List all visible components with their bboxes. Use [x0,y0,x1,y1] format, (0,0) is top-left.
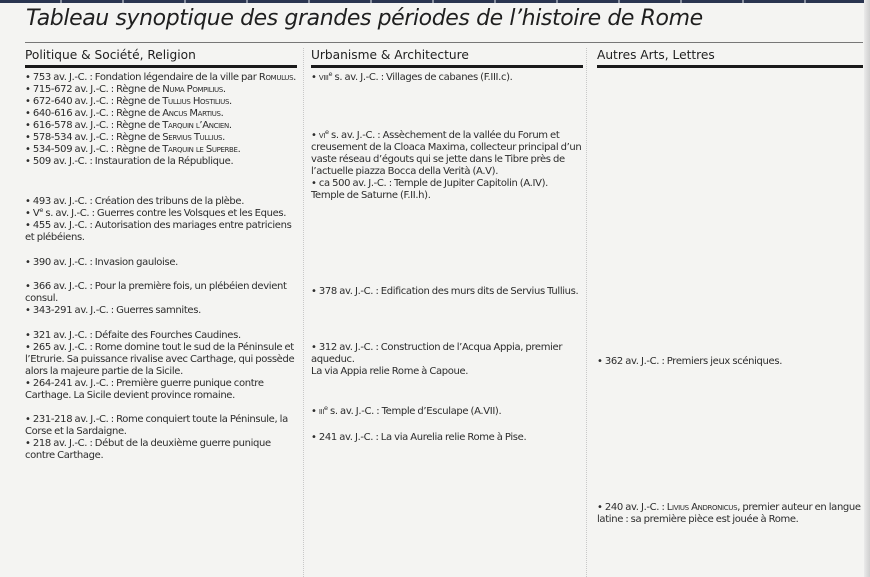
timeline-entry [597,356,863,368]
entry-text: • 753 av. J.-C. : Fondation légendaire de la ville par [25,72,259,83]
entry-text: • 578-534 av. J.-C. : Règne de [25,132,163,143]
timeline-entry [25,84,297,96]
entry-text: • 321 av. J.-C. : Défaite des Fourches Caudines. [25,330,241,341]
entry-text: . [229,96,232,107]
timeline-entry [25,257,297,269]
timeline-entry [25,72,297,84]
timeline-entry [25,108,297,120]
timeline-entry [25,208,297,220]
ordinal-superscript: e [328,70,333,78]
column-heading: Urbanisme & Architecture [311,48,583,68]
column-divider [303,48,304,577]
timeline-entry [25,438,297,462]
proper-name: Tarquin l’Ancien [162,120,229,131]
column-divider [586,48,587,577]
entry-text: . [222,84,226,95]
timeline-entry [311,366,583,378]
entry-text: • 493 av. J.-C. : Création des tribuns de la plèbe. [25,196,245,207]
entry-text: • 312 av. J.-C. : Construction de l’Acqua Appia, premier aqueduc. [311,342,563,365]
column-urbanisme [311,48,583,444]
entry-text: . [293,72,297,83]
entry-text: • 715-672 av. J.-C. : Règne de [25,84,163,95]
timeline-entry [597,502,863,526]
ordinal-superscript: e [324,404,328,412]
timeline-entry [25,281,297,305]
entry-text: • 240 av. J.-C. : [597,502,667,513]
entry-text: . [220,108,224,119]
timeline-entry [25,132,297,144]
entry-text: • [311,406,319,417]
column-politique [25,48,297,462]
entry-text: s. av. J.-C. : Assèchement de la vallée du Forum et creusement de la Cloaca Maxima, collecteur principal d’un vaste réseau d’égouts qui se jette dans le Tibre près de l’actuelle piazza Bocca della Verità (A.V). [311,130,582,177]
entry-text: • 231-218 av. J.-C. : Rome conquiert toute la Péninsule, la Corse et la Sardaigne. [25,414,288,437]
page-title: Tableau synoptique des grandes périodes de l’histoire de Rome [26,6,703,31]
timeline-entry [311,432,583,444]
timeline-entry [25,220,297,244]
timeline-entry [311,406,583,418]
proper-name: Tullius Hostilius [162,96,230,107]
entry-text: • 362 av. J.-C. : Premiers jeux scéniques. [597,356,783,367]
entry-text: • 455 av. J.-C. : Autorisation des mariages entre patriciens et plébéiens. [25,220,292,243]
entry-text: • 509 av. J.-C. : Instauration de la République. [25,156,234,167]
proper-name: Livius Andronicus [666,502,738,513]
entry-text: • 616-578 av. J.-C. : Règne de [25,120,163,131]
column-arts-lettres [597,48,863,526]
timeline-entry [25,330,297,342]
timeline-entry [311,178,583,202]
timeline-entry [25,196,297,208]
timeline-entry [25,120,297,132]
entry-text: La via Appia relie Rome à Capoue. [311,366,469,377]
entry-text: • V [25,208,40,219]
entry-text: . [237,144,241,155]
timeline-entry [311,130,583,178]
proper-name: iii [318,406,325,417]
timeline-entry [311,342,583,366]
column-heading: Politique & Société, Religion [25,48,297,68]
proper-name: Tarquin le Superbe [162,144,238,155]
entry-text: • 672-640 av. J.-C. : Règne de [25,96,163,107]
entry-text: • 343-291 av. J.-C. : Guerres samnites. [25,305,201,316]
ordinal-superscript: e [325,128,329,136]
proper-name: Numa Pompilius [162,84,223,95]
entry-text: • ca 500 av. J.-C. : Temple de Jupiter Capitolin (A.IV). Temple de Saturne (F.II.h). [311,178,548,201]
timeline-entry [25,96,297,108]
ordinal-superscript: e [39,206,44,214]
column-heading: Autres Arts, Lettres [597,48,863,68]
timeline-entry [25,378,297,402]
proper-name: viii [318,72,329,83]
timeline-entry [25,414,297,438]
entry-text: • 390 av. J.-C. : Invasion gauloise. [25,257,178,268]
entry-text: . [222,132,225,143]
entry-text: . [228,120,232,131]
entry-text: • [311,130,319,141]
timeline-entry [25,305,297,317]
top-border-strip [0,0,870,3]
entry-text: s. av. J.-C. : Guerres contre les Volsques et les Eques. [43,208,287,219]
entry-text: • 241 av. J.-C. : La via Aurelia relie Rome à Pise. [311,432,527,443]
entry-text: s. av. J.-C. : Temple d’Esculape (A.VII). [327,406,502,417]
proper-name: Ancus Martius [162,108,221,119]
timeline-entry [25,156,297,168]
entry-text: , premier auteur en langue latine : sa première pièce est jouée à Rome. [597,502,861,525]
entry-text: • 640-616 av. J.-C. : Règne de [25,108,163,119]
entry-text: • 265 av. J.-C. : Rome domine tout le sud de la Péninsule et l’Etrurie. Sa puissance rivalise avec Carthage, qui possède alors la majeure partie de la Sicile. [25,342,295,377]
entry-text: • [311,72,319,83]
timeline-entry [25,144,297,156]
entry-text: • 218 av. J.-C. : Début de la deuxième guerre punique contre Carthage. [25,438,271,461]
entry-text: • 264-241 av. J.-C. : Première guerre punique contre Carthage. La Sicile devient province romaine. [25,378,264,401]
entry-text: s. av. J.-C. : Villages de cabanes (F.III.c). [332,72,513,83]
page-edge-shadow [864,0,870,577]
proper-name: Romulus [258,72,294,83]
proper-name: vi [318,130,326,141]
timeline-entry [25,342,297,378]
proper-name: Servius Tullius [162,132,223,143]
entry-text: • 366 av. J.-C. : Pour la première fois, un plébéien devient consul. [25,281,287,304]
timeline-entry [311,72,583,84]
entry-text: • 378 av. J.-C. : Edification des murs dits de Servius Tullius. [311,286,579,297]
entry-text: • 534-509 av. J.-C. : Règne de [25,144,163,155]
title-rule [25,42,863,43]
timeline-entry [311,286,583,298]
